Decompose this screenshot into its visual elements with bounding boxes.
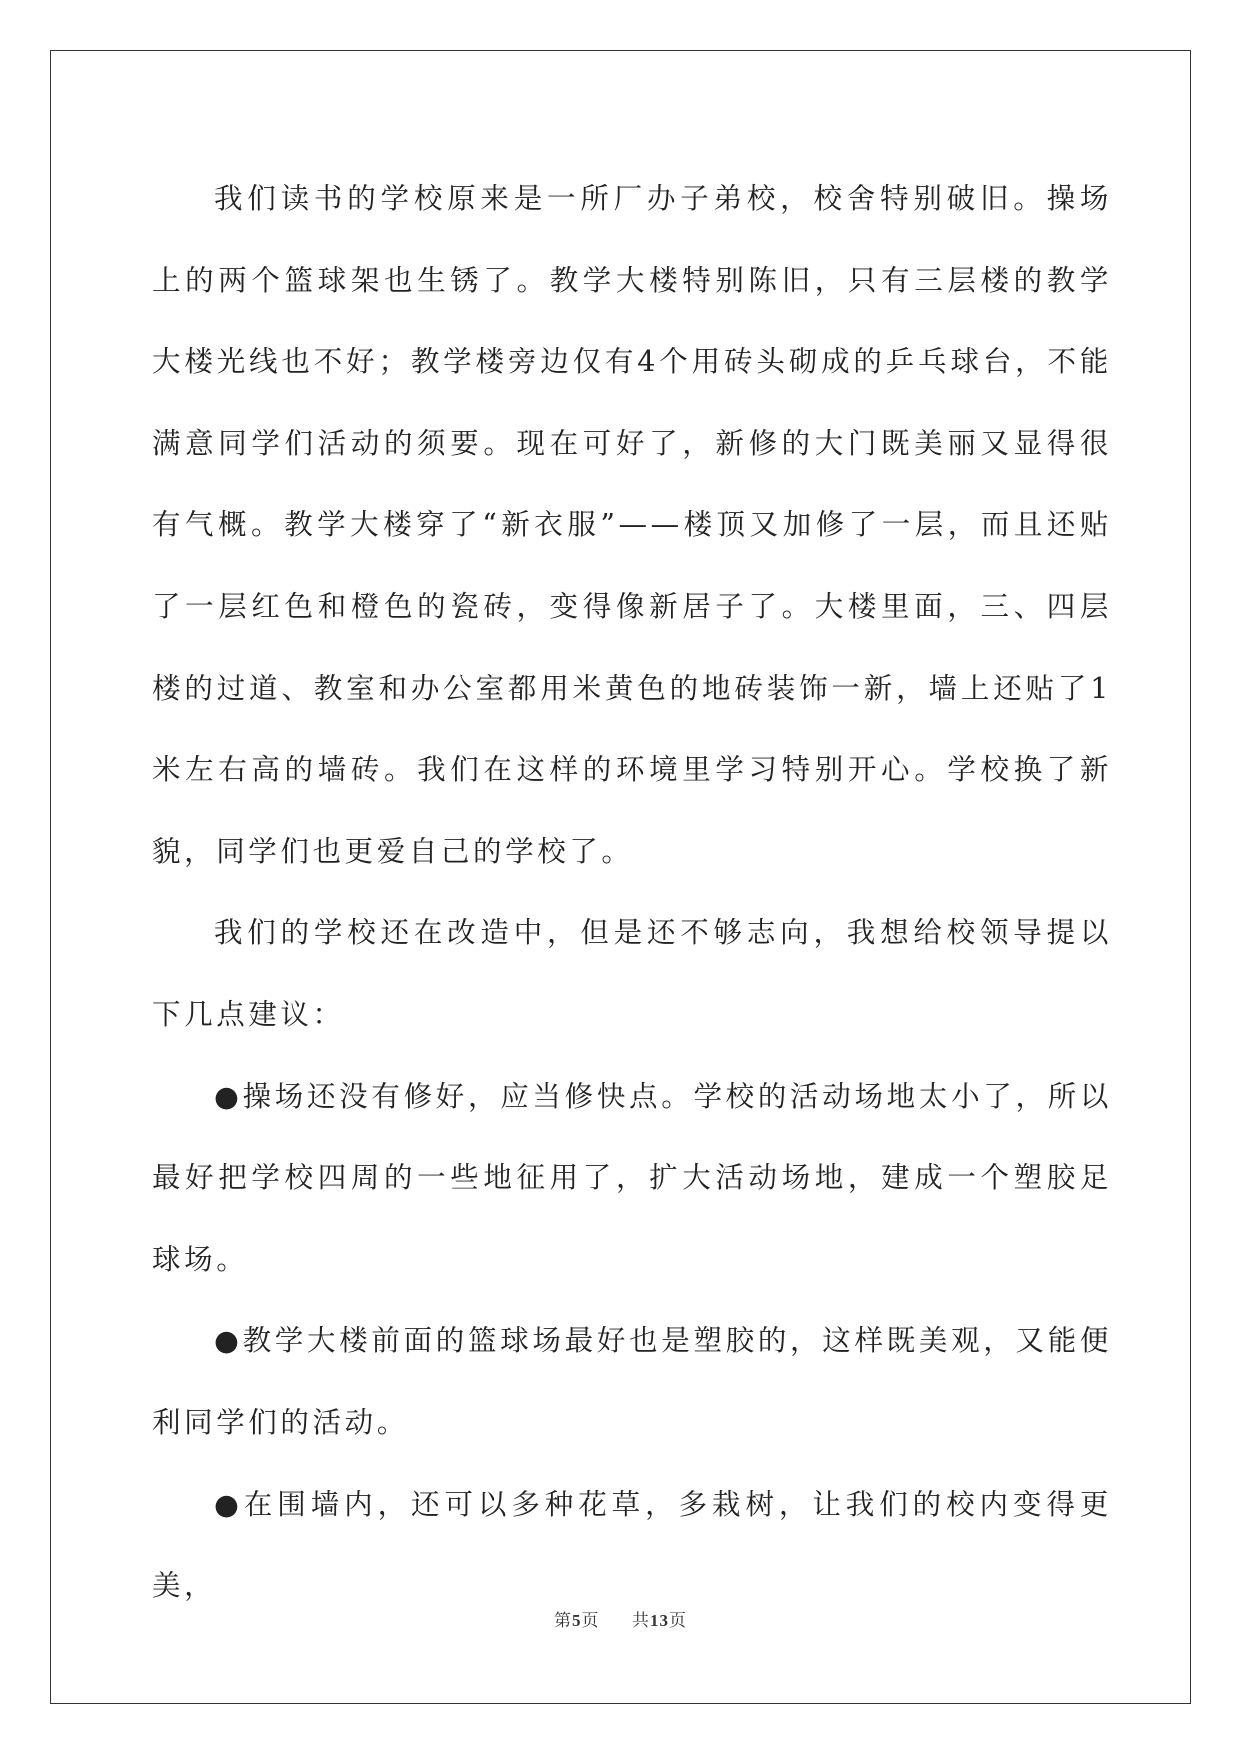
total-prefix: 共 (632, 1611, 650, 1630)
total-pages-number: 13 (650, 1611, 669, 1630)
total-suffix: 页 (669, 1611, 687, 1630)
suggestion-greenery: ●在围墙内，还可以多种花草，多栽树，让我们的校内变得更美， (152, 1487, 1112, 1603)
page-prefix: 第 (554, 1611, 572, 1630)
suggestion-basketball-court: ●教学大楼前面的篮球场最好也是塑胶的，这样既美观，又能便利同学们的活动。 (152, 1324, 1112, 1439)
page-suffix: 页 (581, 1611, 600, 1630)
page-number-label (554, 1606, 600, 1631)
suggestion-playground: ●操场还没有修好，应当修快点。学校的活动场地太小了，所以最好把学校四周的一些地征用了，扩大活动场地，建成一个塑胶足球场。 (152, 1079, 1112, 1276)
page-footer (0, 1606, 1241, 1631)
paragraph-school-history: 我们读书的学校原来是一所厂办子弟校，校舍特别破旧。操场上的两个篮球架也生锈了。教学大楼特别陈旧，只有三层楼的教学大楼光线也不好；教学楼旁边仅有4个用砖头砌成的乒乓球台，不能满意同学们活动的须要。现在可好了，新修的大门既美丽又显得很有气概。教学大楼穿了“新衣服”——楼顶又加修了一层，而且还贴了一层红色和橙色的瓷砖，变得像新居子了。大楼里面，三、四层楼的过道、教室和办公室都用米黄色的地砖装饰一新，墙上还贴了1米左右高的墙砖。我们在这样的环境里学习特别开心。学校换了新貌，同学们也更爱自己的学校了。 (152, 182, 1112, 868)
current-page-number: 5 (572, 1611, 582, 1630)
document-body (152, 158, 1112, 1627)
paragraph-suggestions-intro: 我们的学校还在改造中，但是还不够志向，我想给校领导提以下几点建议： (152, 916, 1112, 1031)
total-pages-label (632, 1606, 687, 1631)
